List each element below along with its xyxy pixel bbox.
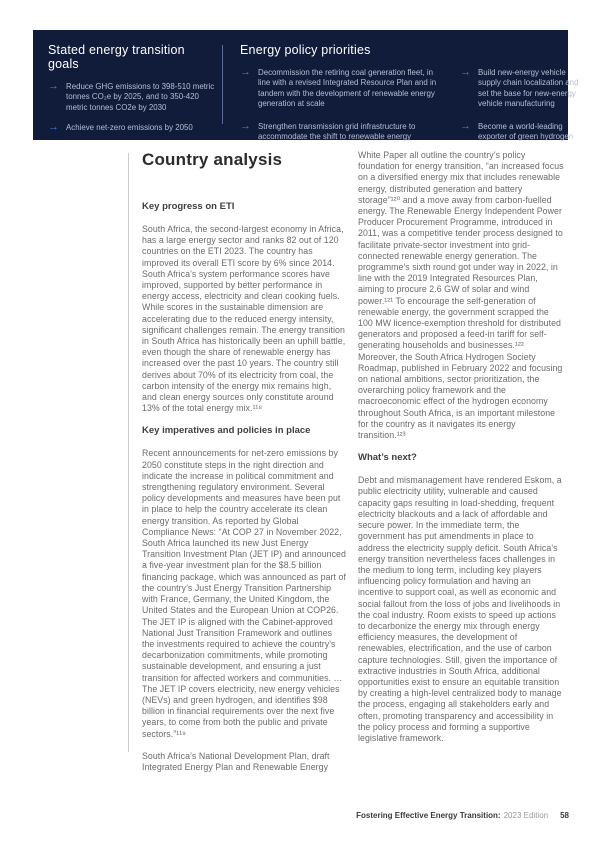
priority-item <box>240 68 444 109</box>
policy-priorities-title: Energy policy priorities <box>240 43 371 57</box>
page-number: 58 <box>560 811 569 820</box>
priority-item-text: Become a world-leading exporter of green hydrogen <box>478 122 574 142</box>
goal-item <box>48 120 216 133</box>
footer-edition: 2023 Edition <box>503 811 549 820</box>
priority-item <box>460 68 588 109</box>
goal-item-text: Achieve net-zero emissions by 2050 <box>66 122 193 132</box>
arrow-right-icon: → <box>240 66 251 78</box>
whats-next-heading: What’s next? <box>358 452 417 464</box>
priority-item-text: Decommission the retiring coal generation fleet, in line with a revised Integrated Resource Plan and in tandem with the development of renewable energy generation at scale <box>258 68 437 108</box>
key-imperatives-paragraph: Recent announcements for net-zero emissions by 2050 constitute steps in the right direction and indicate the increase in political commitment and strengthening regulatory environment. Several policy developments and measures have been put in place to help the country accelerate its clean energy transition. As reported by Global Compliance News: “At COP 27 in November 2022, South Africa launched its new Just Energy Transition Investment Plan (JET IP) and announced a five-year investment plan for the $8.5 billion financing package, which was announced as part of the country’s Just Energy Transition Partnership with France, Germany, the United Kingdom, the United States and the European Union at COP26. The JET IP is aligned with the Cabinet-approved National Just Transition Framework and outlines the investments required to achieve the country’s decarbonization commitments, while promoting sustainable development, and ensuring a just transition for affected workers and communities. … The JET IP covers electricity, new energy vehicles (NEVs) and green hydrogen, and identifies $98 billion in financial requirements over the next five years, to come from both the public and private sectors.”¹¹⁹ <box>142 448 346 739</box>
arrow-right-icon: → <box>460 120 471 133</box>
article-left-rule <box>128 153 129 752</box>
priority-item-text: Build new-energy vehicle supply chain localization and set the base for new-energy vehicle manufacturing <box>478 68 579 108</box>
stated-goals-title: Stated energy transition goals <box>48 43 185 71</box>
page-title: Country analysis <box>142 150 283 169</box>
key-imperatives-heading: Key imperatives and policies in place <box>142 425 311 437</box>
priority-item <box>460 122 588 143</box>
priority-item <box>240 122 444 143</box>
page-footer <box>356 811 569 821</box>
key-imperatives-paragraph: South Africa’s National Development Plan, draft Integrated Energy Plan and Renewable Energy <box>142 750 330 772</box>
goal-item-text: Reduce GHG emissions to 398-510 metric tonnes CO₂e by 2025, and to 350-420 metric tonnes CO2e by 2030 <box>66 82 215 112</box>
arrow-right-icon: → <box>48 80 59 92</box>
whats-next-paragraph: Debt and mismanagement have rendered Eskom, a public electricity utility, vulnerable and caused capacity gaps resulting in load-shedding, frequent electricity blackouts and a lack of affordable and secure power. In the immediate term, the government has put amendments in place to address the electricity supply deficit. South Africa’s energy transition nevertheless faces challenges in the medium to long term, including key players influencing policy formulation and having an incentive to support coal, as well as economic and social fallout from the loss of jobs and livelihoods in the coal industry. Room exists to speed up actions to decarbonize the energy mix through energy efficiency measures, the development of renewables, electrification, and the use of carbon capture technologies. Still, given the importance of extractive industries in South Africa, additional opportunities exist to ensure an equitable transition by creating a high-level centralized body to manage the process, engaging all stakeholders early and often, promoting transparency and accessibility in the policy process and forming a supportive legislative framework. <box>358 475 562 743</box>
key-progress-paragraph: South Africa, the second-largest economy in Africa, has a large energy sector and ranks 82 out of 120 countries on the ETI 2023. The country has improved its overall ETI score by 6% since 2014. South Africa’s system performance scores have improved, supported by better performance in energy access, electricity and clean cooking fuels. While scores in the sustainable dimension are accelerating due to the reduced energy intensity, significant challenges remain. The energy transition in South Africa has historically been an uphill battle, even though the share of renewable energy has increased over the past 10 years. The country still derives about 70% of its electricity from coal, the carbon intensity of the energy mix remains high, and clean energy sources only constitute around 13% of the total energy mix.¹¹⁸ <box>142 224 346 414</box>
stated-goals-section <box>48 43 216 132</box>
policy-priorities-section <box>240 43 579 142</box>
section-divider <box>222 45 223 124</box>
article-column-right <box>358 150 564 755</box>
energy-summary-panel <box>33 30 579 142</box>
right-column-paragraph: White Paper all outline the country’s policy foundation for energy transition, “an increased focus on a diversified energy mix that includes renewable energy, distributed generation and battery storage”¹²⁰ and a move away from carbon-fuelled energy. The Renewable Energy Independent Power Producer Procurement Programme, introduced in 2011, was a competitive tender process designed to facilitate private-sector investment into grid-connected renewable energy generation. The programme’s sixth round got under way in 2022, in line with the 2019 Integrated Resources Plan, aiming to procure 2.6 GW of solar and wind power.¹²¹ To encourage the self-generation of renewable energy, the government scrapped the 100 MW licence-exemption threshold for distributed generators and proposed a feed-in tariff for self-generating households and businesses.¹²² Moreover, the South Africa Hydrogen Society Roadmap, published in February 2022 and focusing on national ambitions, sector prioritization, the overarching policy framework and the macroeconomic effect of the hydrogen economy throughout South Africa, is an important milestone for the country as it navigates its energy transition.¹²³ <box>358 150 564 441</box>
key-progress-heading: Key progress on ETI <box>142 201 235 212</box>
arrow-right-icon: → <box>48 120 59 133</box>
arrow-right-icon: → <box>240 120 251 133</box>
article-column-left <box>142 150 346 784</box>
footer-report-title: Fostering Effective Energy Transition: <box>356 811 501 820</box>
arrow-right-icon: → <box>460 66 471 78</box>
policy-priorities-grid <box>240 66 579 153</box>
priority-item-text: Strengthen transmission grid infrastructure to accommodate the shift to renewable energy <box>258 122 416 142</box>
goal-item <box>48 82 216 113</box>
